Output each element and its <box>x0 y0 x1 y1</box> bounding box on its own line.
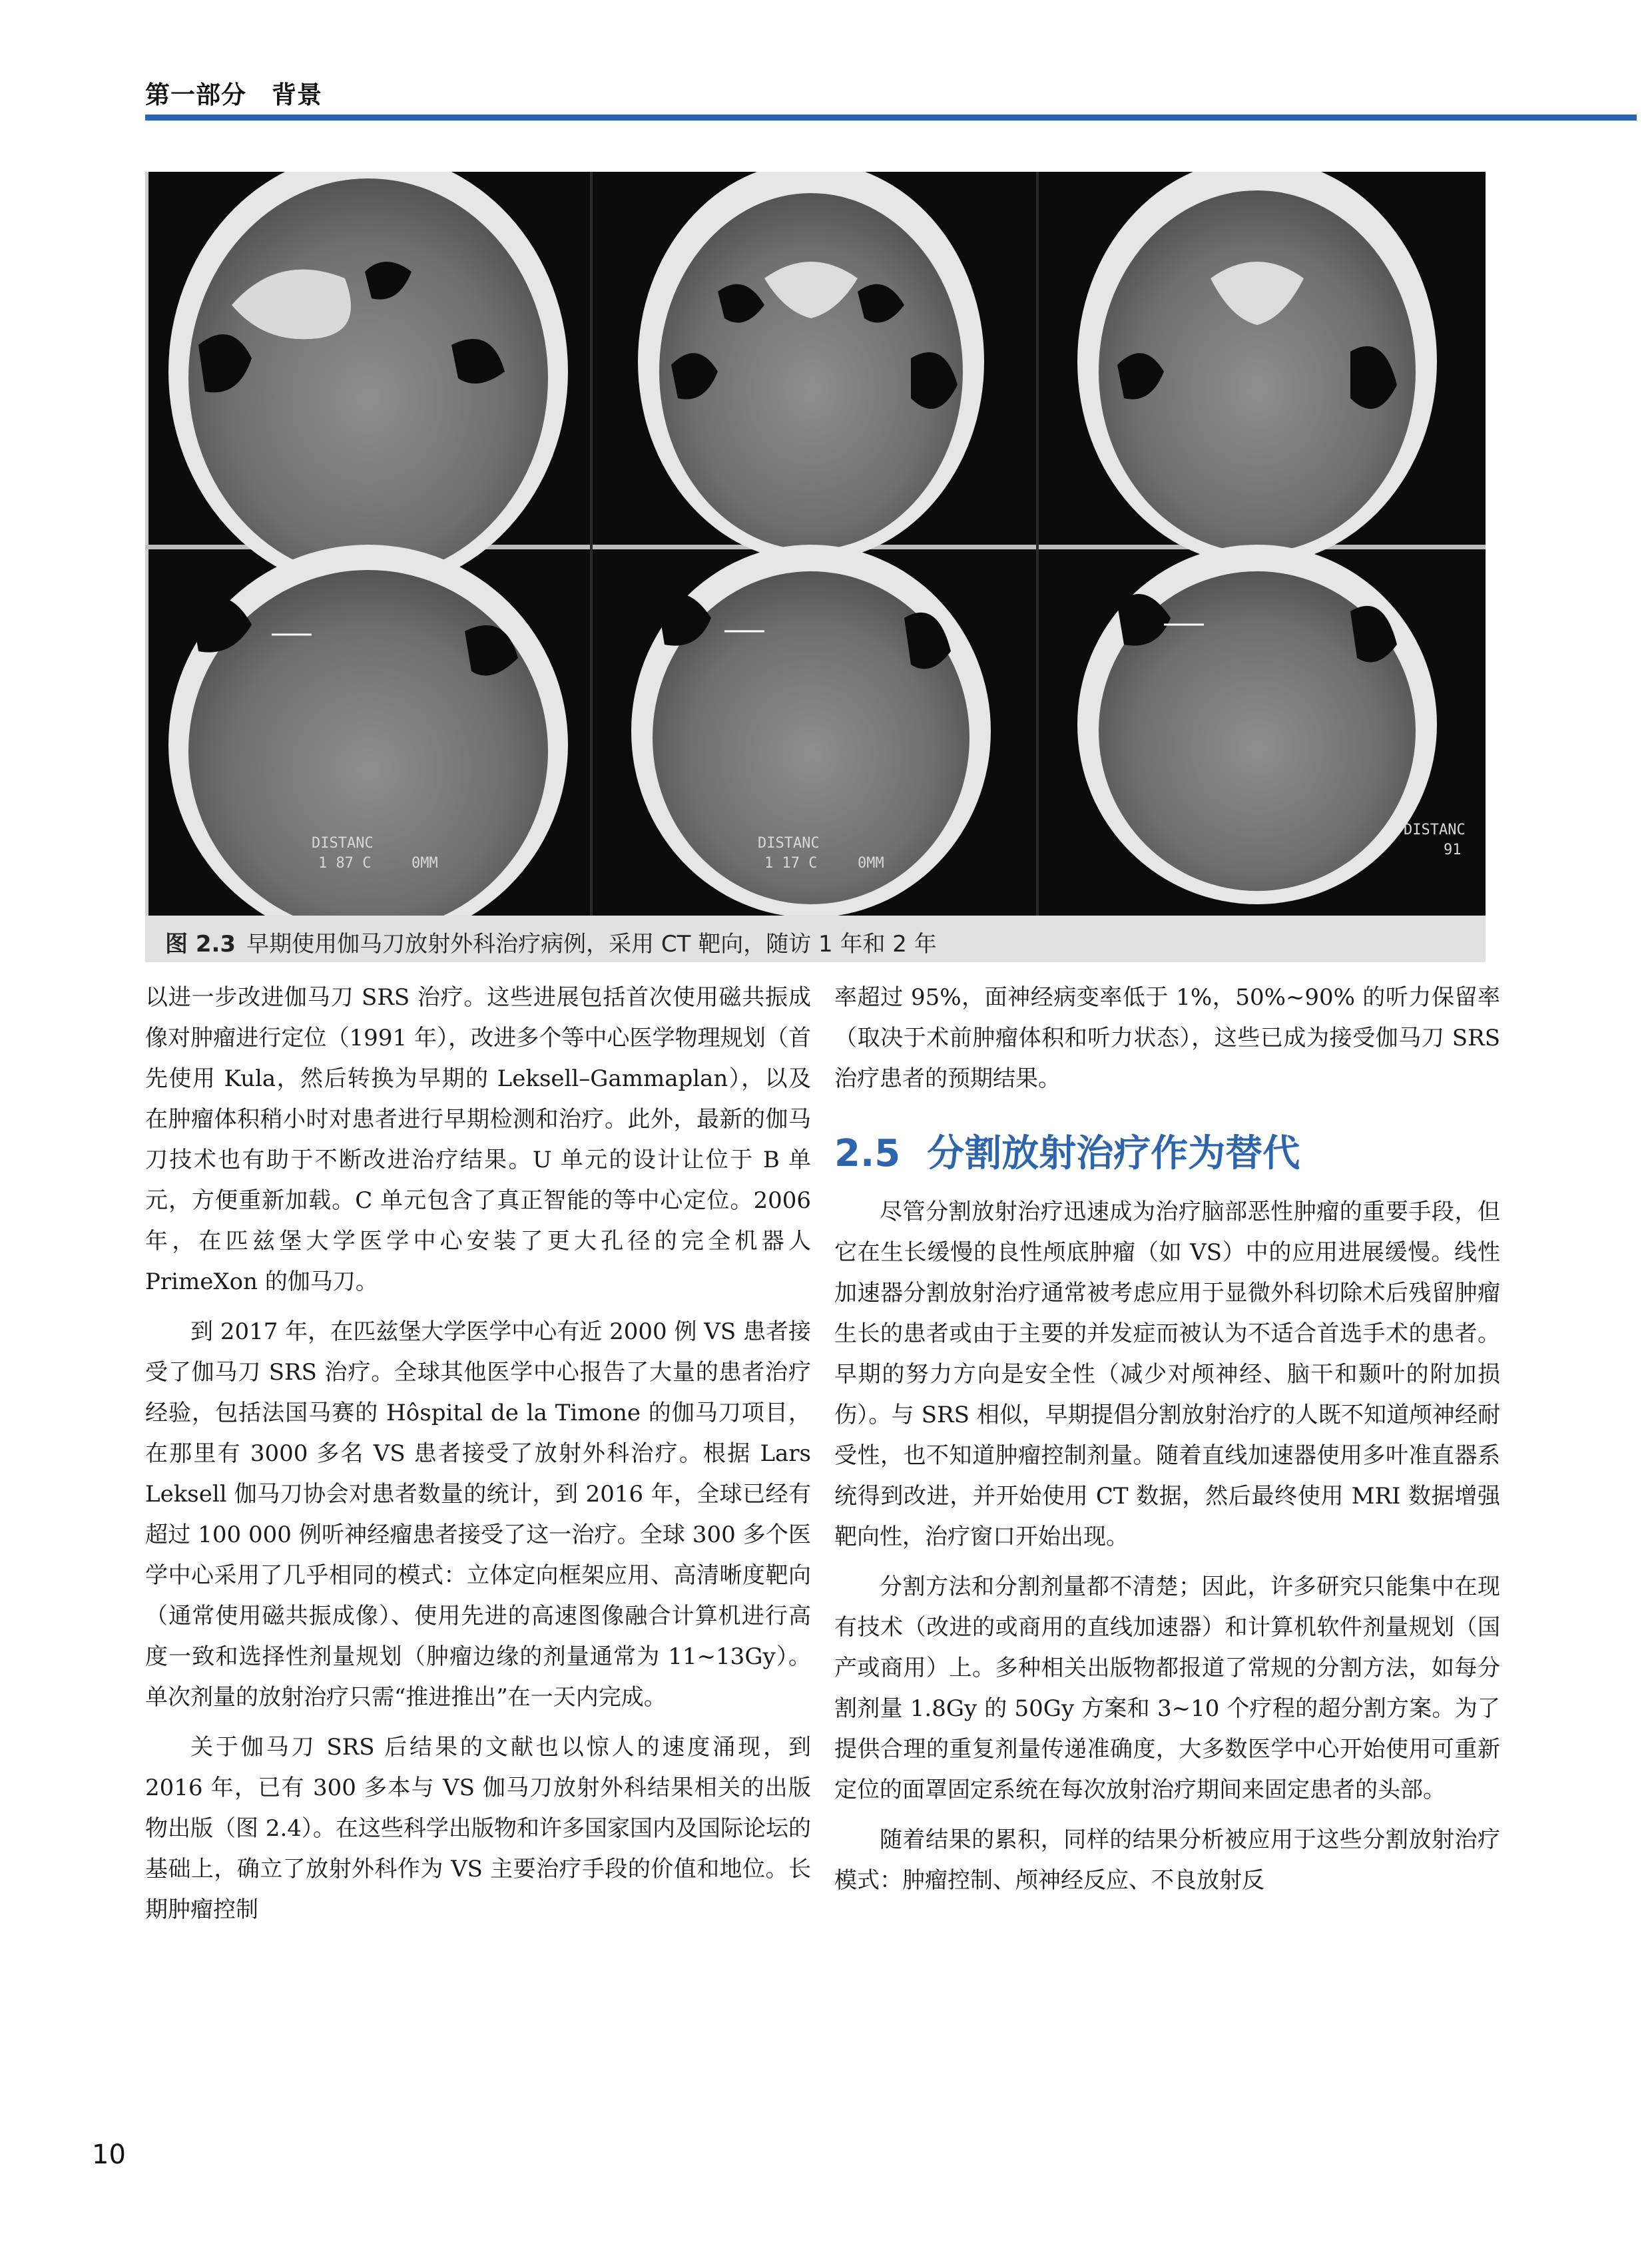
right-paragraph-1: 尽管分割放射治疗迅速成为治疗脑部恶性肿瘤的重要手段，但它在生长缓慢的良性颅底肿瘤（如 VS）中的应用进展缓慢。线性加速器分割放射治疗通常被考虑应用于显微外科切除术后残留肿瘤生长的患者或由于主要的并发症而被认为不适合首选手术的患者。早期的努力方向是安全性（减少对颅神经、脑干和颞叶的附加损伤）。与 SRS 相似，早期提倡分割放射治疗的人既不知道颅神经耐受性，也不知道肿瘤控制剂量。随着直线加速器使用多叶准直器系统得到改进，并开始使用 CT 数据，然后最终使用 MRI 数据增强靶向性，治疗窗口开始出现。 <box>834 1199 1500 1550</box>
section-heading <box>834 1124 1300 1177</box>
figure-caption <box>165 926 937 958</box>
left-column <box>145 978 811 1940</box>
ct-scan-top-2 <box>638 172 984 561</box>
scan-overlay-value: 1 17 C <box>764 855 818 872</box>
section-number: 2.5 <box>834 1132 901 1175</box>
scan-overlay-unit: 0MM <box>412 855 438 872</box>
scan-overlay-distance: DISTANC <box>1404 822 1466 838</box>
ct-scan-bottom-2 <box>631 545 991 916</box>
ct-scan-grid <box>145 172 1486 916</box>
scan-overlay-unit: 0MM <box>858 855 884 872</box>
right-column-body <box>834 1192 1500 1910</box>
scan-overlay-value: 1 87 C <box>318 855 372 872</box>
right-column-intro <box>834 978 1500 1109</box>
scan-overlay-value: 91 <box>1444 842 1462 858</box>
right-intro-paragraph: 率超过 95%，面神经病变率低于 1%，50%~90% 的听力保留率（取决于术前肿瘤体积和听力状态），这些已成为接受伽马刀 SRS 治疗患者的预期结果。 <box>834 984 1500 1092</box>
ct-scan-top-1 <box>168 172 568 591</box>
figure-caption-text: 早期使用伽马刀放射外科治疗病例，采用 CT 靶向，随访 1 年和 2 年 <box>246 931 937 958</box>
right-paragraph-3: 随着结果的累积，同样的结果分析被应用于这些分割放射治疗模式：肿瘤控制、颅神经反应、不良放射反 <box>834 1826 1500 1894</box>
figure-caption-label: 图 2.3 <box>165 931 236 958</box>
header-rule <box>145 115 1637 121</box>
figure-ct-scans <box>145 172 1486 916</box>
right-paragraph-2: 分割方法和分割剂量都不清楚；因此，许多研究只能集中在现有技术（改进的或商用的直线加速器）和计算机软件剂量规划（国产或商用）上。多种相关出版物都报道了常规的分割方法，如每分割剂量 1.8Gy 的 50Gy 方案和 3~10 个疗程的超分割方案。为了提供合理的重复剂量传递准确度，大多数医学中心开始使用可重新定位的面罩固定系统在每次放射治疗期间来固定患者的头部。 <box>834 1573 1500 1803</box>
left-paragraph-3: 关于伽马刀 SRS 后结果的文献也以惊人的速度涌现，到 2016 年，已有 300 多本与 VS 伽马刀放射外科结果相关的出版物出版（图 2.4）。在这些科学出版物和许多国家国内及国际论坛的基础上，确立了放射外科作为 VS 主要治疗手段的价值和地位。长期肿瘤控制 <box>145 1734 811 1923</box>
scan-overlay-distance: DISTANC <box>312 835 374 852</box>
page-number: 10 <box>92 2139 126 2170</box>
ct-scan-top-3 <box>1077 172 1437 565</box>
left-paragraph-1: 以进一步改进伽马刀 SRS 治疗。这些进展包括首次使用磁共振成像对肿瘤进行定位（1991 年），改进多个等中心医学物理规划（首先使用 Kula，然后转换为早期的 Leksell–Gammaplan），以及在肿瘤体积稍小时对患者进行早期检测和治疗。此外，最新的伽马刀技术也有助于不断改进治疗结果。U 单元的设计让位于 B 单元，方便重新加载。C 单元包含了真正智能的等中心定位。2006 年，在匹兹堡大学医学中心安装了更大孔径的完全机器人 PrimeXon 的伽马刀。 <box>145 984 811 1295</box>
page-header-title: 第一部分 背景 <box>145 81 322 109</box>
scan-overlay-distance: DISTANC <box>758 835 820 852</box>
left-paragraph-2: 到 2017 年，在匹兹堡大学医学中心有近 2000 例 VS 患者接受了伽马刀 SRS 治疗。全球其他医学中心报告了大量的患者治疗经验，包括法国马赛的 Hôspital de la Timone 的伽马刀项目，在那里有 3000 多名 VS 患者接受了放射外科治疗。根据 Lars Leksell 伽马刀协会对患者数量的统计，到 2016 年，全球已经有超过 100 000 例听神经瘤患者接受了这一治疗。全球 300 多个医学中心采用了几乎相同的模式：立体定向框架应用、高清晰度靶向（通常使用磁共振成像）、使用先进的高速图像融合计算机进行高度一致和选择性剂量规划（肿瘤边缘的剂量通常为 11~13Gy）。单次剂量的放射治疗只需“推进推出”在一天内完成。 <box>145 1318 811 1711</box>
section-title: 分割放射治疗作为替代 <box>927 1132 1300 1175</box>
